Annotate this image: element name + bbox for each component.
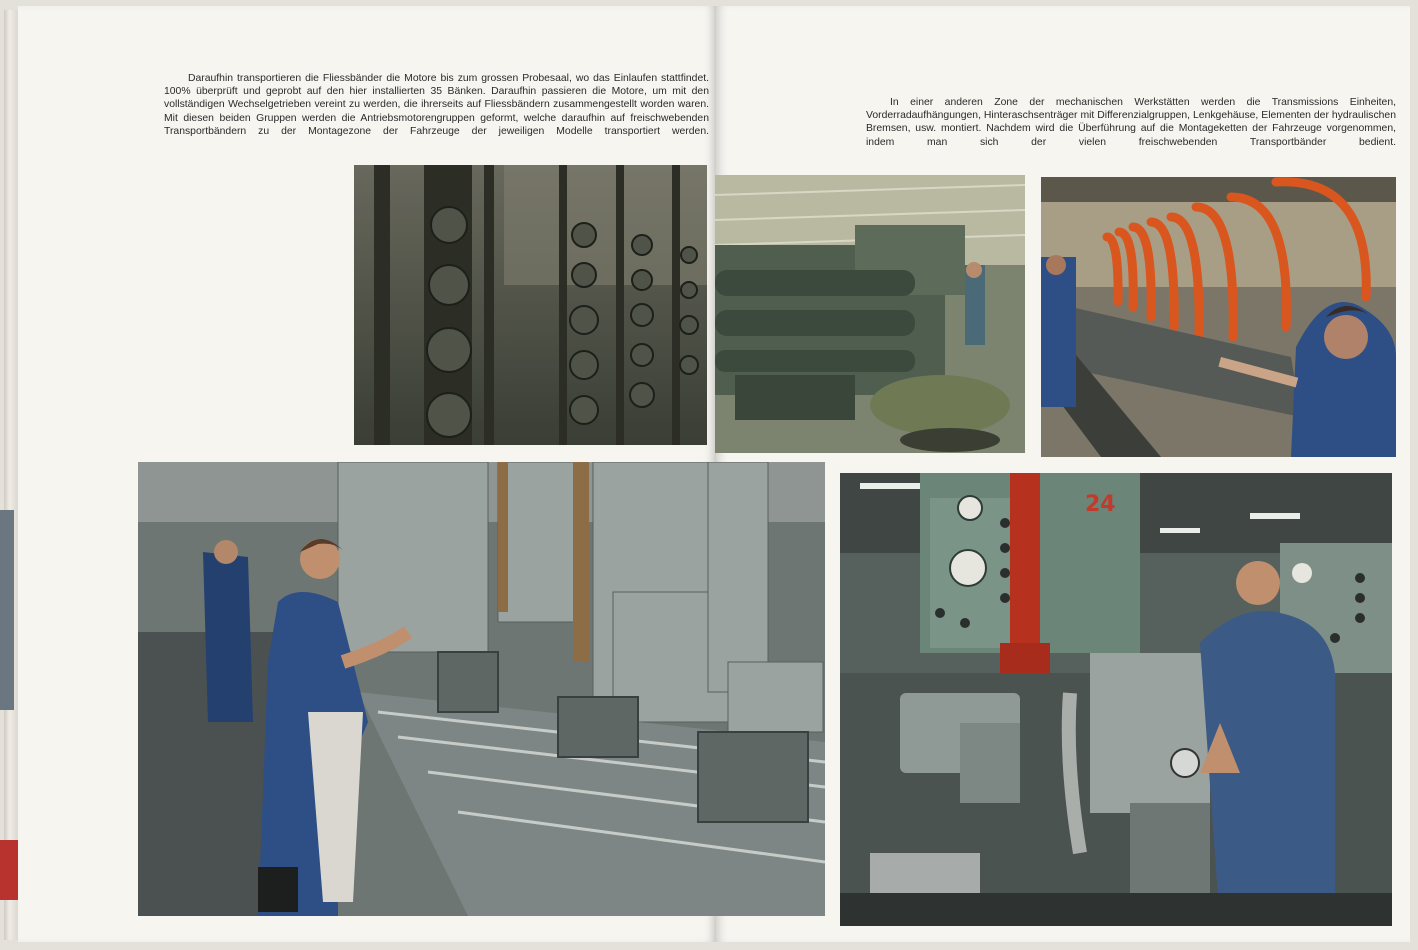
photo-green-machines <box>715 175 1025 453</box>
photo-engine-block-line <box>138 462 825 916</box>
right-page-text <box>866 96 1396 149</box>
right-paragraph: In einer anderen Zone der mechanischen Werkstätten werden die Transmissions Einheiten, Vorderradaufhängungen, Hinteraschsenträger mit Differenzialgruppen, Lenkgehäuse, Elementen der hydraulischen Bremsen, usw. montiert. Nachdem wird die Überführung auf die Montageketten der Fahrzeuge vorgenommen, indem man sich der vielen freischwebenden Transportbänder bedient. <box>866 97 1396 148</box>
machine-number-label: 24 <box>1085 492 1116 517</box>
photo-engine-conveyor <box>354 165 707 445</box>
left-paragraph: Daraufhin transportieren die Fliessbänder die Motore bis zum grossen Probesaal, wo das Einlaufen stattfindet. 100% überprüft und geprobt auf den hier installierten 35 Bänken. Daraufhin passieren die Motore, um mit den vollständigen Wechselgetrieben vereint zu werden, die ihrerseits auf Fliessbändern zusammengestellt worden waren. Mit diesen beiden Gruppen werden die Antriebsmotorengruppen geformt, welche daraufhin auf freischwebenden Transportbändern zu der Montagezone der Fahrzeuge der jeweiligen Modelle transportiert werden. <box>164 73 709 137</box>
photo-test-bench-24 <box>840 473 1392 926</box>
underlying-page-strip <box>0 510 14 710</box>
left-page-text <box>164 72 709 138</box>
page-edges <box>4 10 18 940</box>
underlying-page-tab <box>0 840 18 900</box>
photo-orange-pipes-line <box>1041 177 1396 457</box>
